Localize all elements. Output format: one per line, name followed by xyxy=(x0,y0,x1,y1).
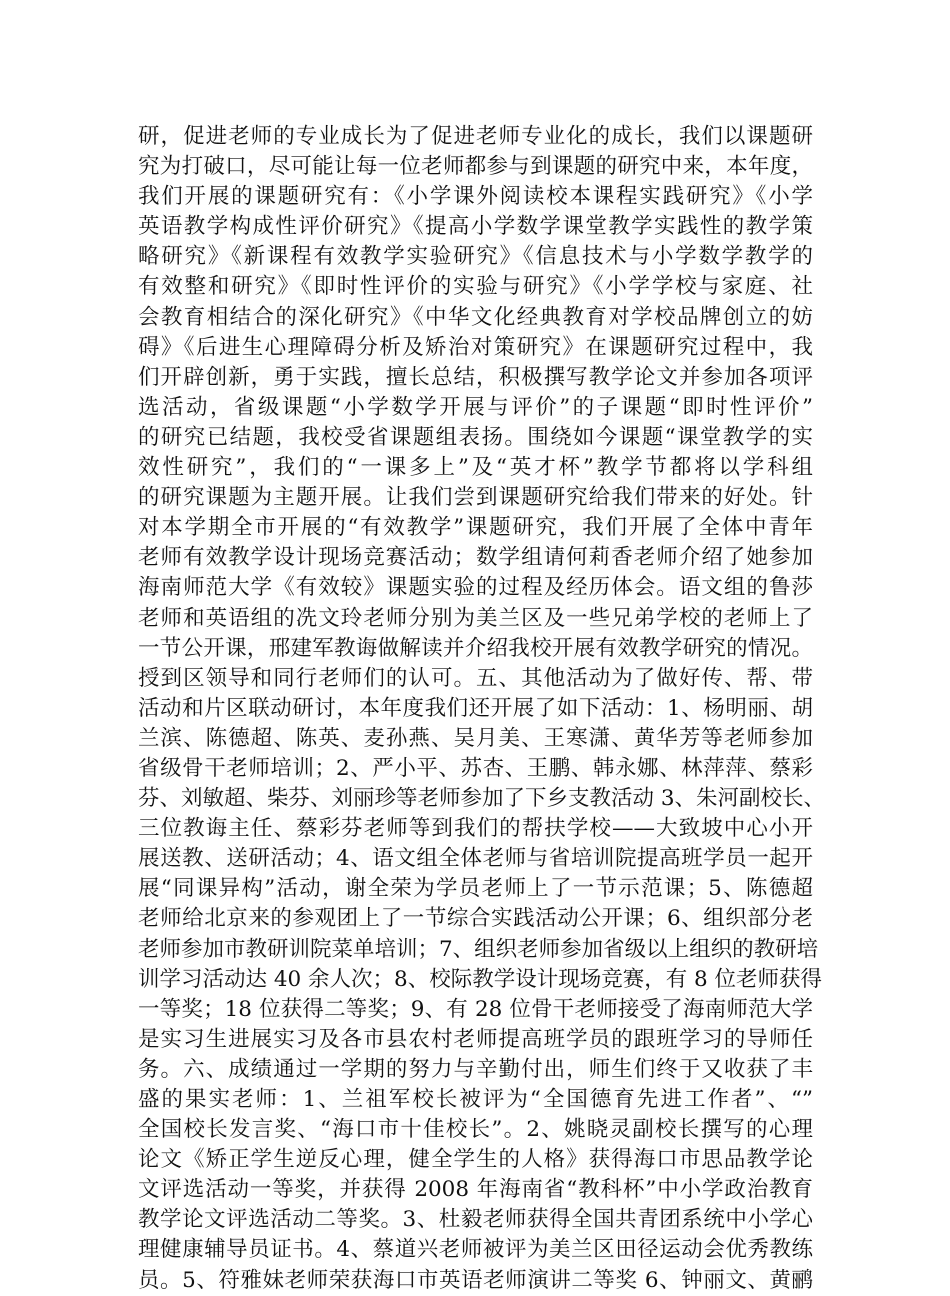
text-line: 员。5、符雅妹老师荣获海口市英语老师演讲二等奖 6、钟丽文、黄鹂 xyxy=(138,1267,813,1293)
text-line: 的研究已结题，我校受省课题组表扬。围绕如今课题“课堂教学的实 xyxy=(138,424,813,450)
text-line: 论文《矫正学生逆反心理，健全学生的人格》获得海口市思品教学论 xyxy=(138,1147,813,1173)
text-line: 老师和英语组的冼文玲老师分别为美兰区及一些兄弟学校的老师上了 xyxy=(138,605,813,631)
text-line: 研，促进老师的专业成长为了促进老师专业化的成长，我们以课题研 xyxy=(138,124,813,149)
text-line: 究为打破口，尽可能让每一位老师都参与到课题的研究中来，本年度， xyxy=(138,154,813,180)
text-line: 们开辟创新，勇于实践，擅长总结，积极撰写教学论文并参加各项评 xyxy=(138,364,813,390)
text-line: 英语教学构成性评价研究》《提高小学数学课堂教学实践性的教学策 xyxy=(138,214,813,240)
text-line: 活动和片区联动研讨，本年度我们还开展了如下活动：1、杨明丽、胡 xyxy=(138,695,813,721)
text-line: 务。六、成绩通过一学期的努力与辛勤付出，师生们终于又收获了丰 xyxy=(138,1056,813,1082)
text-line: 兰滨、陈德超、陈英、麦孙燕、吴月美、王寒潇、黄华芳等老师参加 xyxy=(138,725,813,751)
text-line: 会教育相结合的深化研究》《中华文化经典教育对学校品牌创立的妨 xyxy=(138,304,813,330)
text-line: 碍》《后进生心理障碍分析及矫治对策研究》在课题研究过程中，我 xyxy=(138,334,813,360)
text-line: 有效整和研究》《即时性评价的实验与研究》《小学学校与家庭、社 xyxy=(138,274,813,300)
document-body-text xyxy=(138,122,826,1296)
text-line: 教学论文评选活动二等奖。3、杜毅老师获得全国共青团系统中小学心 xyxy=(138,1207,813,1233)
text-line: 老师给北京来的参观团上了一节综合实践活动公开课；6、组织部分老 xyxy=(138,906,813,932)
text-line: 文评选活动一等奖，并获得 2008 年海南省“教科杯”中小学政治教育 xyxy=(138,1177,813,1203)
text-line: 训学习活动达 40 余人次；8、校际教学设计现场竞赛，有 8 位老师获得 xyxy=(138,966,823,992)
text-line: 展送教、送研活动；4、语文组全体老师与省培训院提高班学员一起开 xyxy=(138,846,813,872)
text-line: 全国校长发言奖、“海口市十佳校长”。2、姚晓灵副校长撰写的心理 xyxy=(138,1117,813,1143)
text-line: 盛的果实老师：1、兰祖军校长被评为“全国德育先进工作者”、“” xyxy=(138,1087,813,1112)
text-line: 理健康辅导员证书。4、蔡道兴老师被评为美兰区田径运动会优秀教练 xyxy=(138,1237,813,1263)
text-line: 略研究》《新课程有效教学实验研究》《信息技术与小学数学教学的 xyxy=(138,244,813,270)
text-line: 展“同课异构”活动，谢全荣为学员老师上了一节示范课；5、陈德超 xyxy=(138,876,813,902)
text-line: 老师有效教学设计现场竞赛活动；数学组请何莉香老师介绍了她参加 xyxy=(138,545,813,571)
text-line: 的研究课题为主题开展。让我们尝到课题研究给我们带来的好处。针 xyxy=(138,485,813,511)
text-line: 我们开展的课题研究有：《小学课外阅读校本课程实践研究》《小学 xyxy=(138,184,813,210)
text-line: 是实习生进展实习及各市县农村老师提高班学员的跟班学习的导师任 xyxy=(138,1026,813,1052)
text-line: 老师参加市教研训院菜单培训；7、组织老师参加省级以上组织的教研培 xyxy=(138,936,819,962)
text-line: 对本学期全市开展的“有效教学”课题研究，我们开展了全体中青年 xyxy=(138,515,813,541)
text-line: 授到区领导和同行老师们的认可。五、其他活动为了做好传、帮、带 xyxy=(138,665,813,691)
text-line: 一等奖；18 位获得二等奖；9、有 28 位骨干老师接受了海南师范大学 xyxy=(138,996,813,1022)
text-line: 芬、刘敏超、柴芬、刘丽珍等老师参加了下乡支教活动 3、朱河副校长、 xyxy=(138,786,826,812)
text-line: 选活动，省级课题“小学数学开展与评价”的子课题“即时性评价” xyxy=(138,394,813,420)
text-line: 海南师范大学《有效较》课题实验的过程及经历体会。语文组的鲁莎 xyxy=(138,575,813,601)
text-line: 省级骨干老师培训；2、严小平、苏杏、王鹏、韩永娜、林萍萍、蔡彩 xyxy=(138,755,813,781)
text-line: 效性研究”，我们的“一课多上”及“英才杯”教学节都将以学科组 xyxy=(138,455,813,481)
text-line: 一节公开课，邢建军教诲做解读并介绍我校开展有效教学研究的情况。 xyxy=(138,635,813,661)
text-line: 三位教诲主任、蔡彩芬老师等到我们的帮扶学校——大致坡中心小开 xyxy=(138,816,813,842)
